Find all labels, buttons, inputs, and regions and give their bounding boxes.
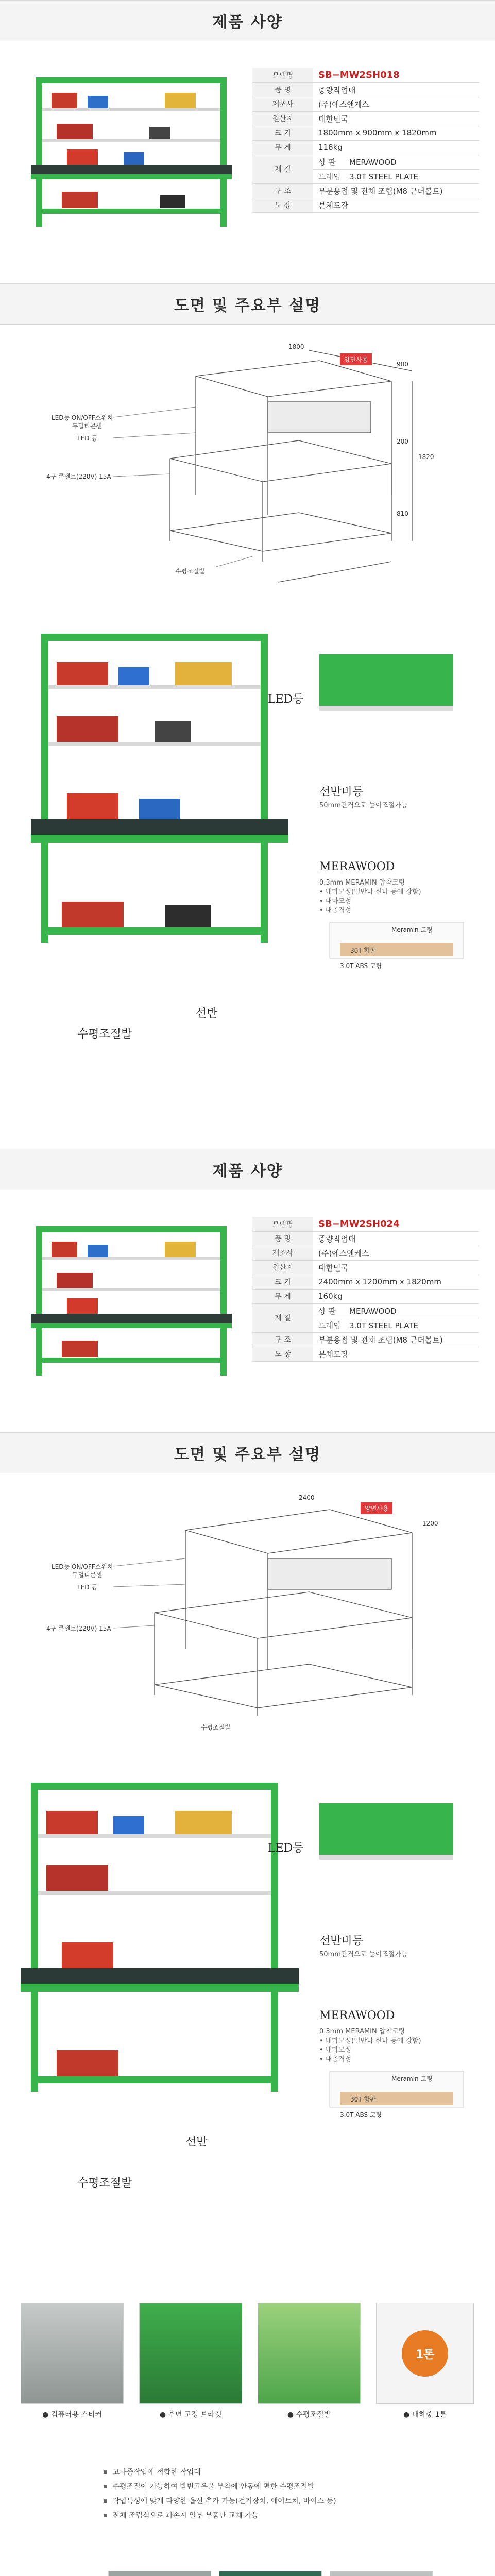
feature-item: ■ 고하중작업에 적합한 작업대 <box>103 2467 495 2477</box>
label-led: LED 등 <box>77 435 97 442</box>
label-angle: 양면사용 <box>340 353 372 365</box>
tops-grid <box>0 2550 495 2576</box>
hero-photo-2 <box>0 1762 495 2298</box>
layer-mid: 30T 합판 <box>350 947 376 954</box>
hero-photo-1 <box>0 613 495 1149</box>
merawood-line: • 내충격성 <box>319 907 352 914</box>
spec-heading-2: 제품 사양 <box>0 1149 495 1190</box>
label-led-switch: LED등 ON/OFF스위치 <box>52 1563 113 1570</box>
spec-table-1 <box>252 68 479 213</box>
workbench-photo-1 <box>21 62 242 237</box>
spec-value: 2400mm x 1200mm x 1820mm <box>313 1275 479 1289</box>
top-tile <box>330 2571 433 2576</box>
spec-subkey: 프레임 <box>318 1320 341 1330</box>
part-caption: ● 컴퓨터용 스티커 <box>42 2411 102 2419</box>
spec-subkey: 프레임 <box>318 172 341 181</box>
spec-subvalue: 3.0T STEEL PLATE <box>349 172 419 181</box>
spec-subvalue: MERAWOOD <box>349 157 397 167</box>
line-drawing-2 <box>0 1473 495 1762</box>
hero-label-led: LED등 <box>268 693 304 706</box>
spec-value: 부분용접 및 전체 조립(M8 근더볼트) <box>313 183 479 198</box>
spec-key: 원산지 <box>252 1260 313 1275</box>
part-sticker <box>21 2303 124 2421</box>
spec-key: 모델명 <box>252 68 313 82</box>
spec-key: 도 장 <box>252 1347 313 1361</box>
dim-shelf: 200 <box>397 438 408 445</box>
spec-value: 부분용접 및 전체 조립(M8 근더볼트) <box>313 1332 479 1347</box>
part-caption: ● 후면 고정 브라켓 <box>159 2411 222 2419</box>
spec-key: 도 장 <box>252 198 313 212</box>
spec-key: 제조사 <box>252 97 313 111</box>
hero-label-leveler: 수평조절발 <box>77 2177 132 2190</box>
part-image <box>139 2303 242 2404</box>
spec-block-1 <box>0 41 495 283</box>
merawood-line: • 내마모성(일반나 신나 등에 강함) <box>319 888 421 896</box>
spec-value: 분체도장 <box>313 198 479 212</box>
part-image <box>258 2303 361 2404</box>
merawood-line: • 내마모성(일반나 신나 등에 강함) <box>319 2037 421 2045</box>
spec-key: 구 조 <box>252 183 313 198</box>
feature-item: ■ 전체 조립식으로 파손시 일부 부품만 교체 가능 <box>103 2510 495 2520</box>
part-image <box>21 2303 124 2404</box>
hero-label-shelf: 선반비등 <box>319 1935 364 1947</box>
dim-top: 2400 <box>299 1494 315 1501</box>
line-drawing-1 <box>0 325 495 613</box>
feature-item: ■ 수평조절이 가능하여 받빈고우울 부착에 안동에 편한 수평조절발 <box>103 2481 495 2492</box>
part-bracket <box>139 2303 242 2421</box>
layer-bot: 3.0T ABS 코팅 <box>340 962 382 970</box>
label-leveler: 수평조절발 <box>175 568 205 575</box>
dim-top: 1800 <box>288 343 304 350</box>
model-value: SB−MW2SH024 <box>313 1217 479 1231</box>
spec-subkey: 상 판 <box>318 1306 336 1316</box>
spec-value: 대한민국 <box>313 111 479 126</box>
hero-label-shelf: 선반비등 <box>319 786 364 799</box>
spec-value: (주)에스앤케스 <box>313 97 479 111</box>
dim-height: 1820 <box>418 453 434 461</box>
layer-top: Meramin 코팅 <box>391 2075 433 2082</box>
spec-key: 품 명 <box>252 1231 313 1246</box>
feature-item: ■ 작업특성에 맞게 다양한 옵션 추가 가능(전기장치, 에어토치, 바이스 등) <box>103 2496 495 2506</box>
label-outlet4: 4구 콘센트(220V) 15A <box>46 1625 111 1632</box>
spec-value <box>313 1318 479 1332</box>
label-led-switch: LED등 ON/OFF스위치 <box>52 414 113 421</box>
spec-value: 분체도장 <box>313 1347 479 1361</box>
hero-label-leveler: 수평조절발 <box>77 1028 132 1041</box>
tops-title-tile <box>108 2571 211 2576</box>
spec-value: 1800mm x 900mm x 1820mm <box>313 126 479 140</box>
model-value: SB−MW2SH018 <box>313 68 479 82</box>
merawood-line: • 내마모성 <box>319 897 352 905</box>
label-leveler: 수평조절발 <box>201 1724 231 1731</box>
diagram-block-2 <box>0 1473 495 1762</box>
spec-subvalue: 3.0T STEEL PLATE <box>349 1320 419 1330</box>
label-led: LED 등 <box>77 1584 97 1591</box>
spec-value: (주)에스앤케스 <box>313 1246 479 1260</box>
spec-key: 재 질 <box>252 155 313 183</box>
workbench-photo-2 <box>21 1211 242 1386</box>
layer-bot: 3.0T ABS 코팅 <box>340 2111 382 2119</box>
label-outlet: 두멀티콘센 <box>72 1571 102 1579</box>
spec-block-2 <box>0 1190 495 1432</box>
part-caption: ● 수평조절발 <box>287 2411 331 2419</box>
diagram-block-1 <box>0 325 495 613</box>
merawood-line: • 내충격성 <box>319 2056 352 2063</box>
dim-side: 1200 <box>422 1520 438 1527</box>
spec-value <box>313 1303 479 1318</box>
merawood-line: 0.3mm MERAMIN 압착코팅 <box>319 879 405 887</box>
spec-key: 크 기 <box>252 1275 313 1289</box>
spec-value: 중량작업대 <box>313 82 479 97</box>
spec-value: 118kg <box>313 140 479 155</box>
label-outlet: 두멀티콘센 <box>72 422 102 430</box>
diagram-heading-2: 도면 및 주요부 설명 <box>0 1432 495 1473</box>
spec-value <box>313 155 479 169</box>
label-outlet4: 4구 콘센트(220V) 15A <box>46 473 111 480</box>
spec-key: 품 명 <box>252 82 313 97</box>
hero-label-shelf-bottom: 선반 <box>185 2136 208 2148</box>
hero-label-led: LED등 <box>268 1842 304 1855</box>
hero-block-1 <box>0 613 495 1149</box>
dim-table: 810 <box>397 510 408 517</box>
spec-value: 대한민국 <box>313 1260 479 1275</box>
hero-shelf-desc: 50mm간격으로 높이조절가능 <box>319 1951 408 1958</box>
part-leveler <box>258 2303 361 2421</box>
spec-key: 재 질 <box>252 1303 313 1332</box>
label-angle: 양면사용 <box>361 1502 392 1514</box>
hero-label-merawood: MERAWOOD <box>319 2009 395 2022</box>
layer-mid: 30T 합판 <box>350 2096 376 2103</box>
part-caption: ● 내하중 1톤 <box>403 2411 447 2419</box>
spec-subkey: 상 판 <box>318 157 336 167</box>
spec-key: 모델명 <box>252 1217 313 1231</box>
spec-subvalue: MERAWOOD <box>349 1306 397 1316</box>
merawood-line: 0.3mm MERAMIN 압착코팅 <box>319 2028 405 2036</box>
layer-top: Meramin 코팅 <box>391 926 433 934</box>
hero-label-shelf-bottom: 선반 <box>196 1007 218 1020</box>
spec-heading-1: 제품 사양 <box>0 0 495 41</box>
hero-shelf-desc: 50mm간격으로 높이조절가능 <box>319 802 408 809</box>
spec-value: 중량작업대 <box>313 1231 479 1246</box>
dim-side: 900 <box>397 361 408 368</box>
feature-list <box>0 2442 495 2550</box>
part-load <box>376 2303 474 2421</box>
spec-table-2 <box>252 1217 479 1362</box>
spec-key: 제조사 <box>252 1246 313 1260</box>
spec-key: 구 조 <box>252 1332 313 1347</box>
hero-label-merawood: MERAWOOD <box>319 860 395 873</box>
weight-badge: 1톤 <box>402 2330 448 2377</box>
spec-key: 원산지 <box>252 111 313 126</box>
spec-key: 무 게 <box>252 140 313 155</box>
part-image <box>376 2303 474 2404</box>
spec-key: 크 기 <box>252 126 313 140</box>
parts-row <box>0 2298 495 2442</box>
spec-value: 160kg <box>313 1289 479 1303</box>
diagram-heading-1: 도면 및 주요부 설명 <box>0 283 495 325</box>
spec-key: 무 게 <box>252 1289 313 1303</box>
top-tile <box>219 2571 322 2576</box>
spec-value <box>313 169 479 183</box>
merawood-line: • 내마모성 <box>319 2046 352 2054</box>
hero-block-2 <box>0 1762 495 2298</box>
